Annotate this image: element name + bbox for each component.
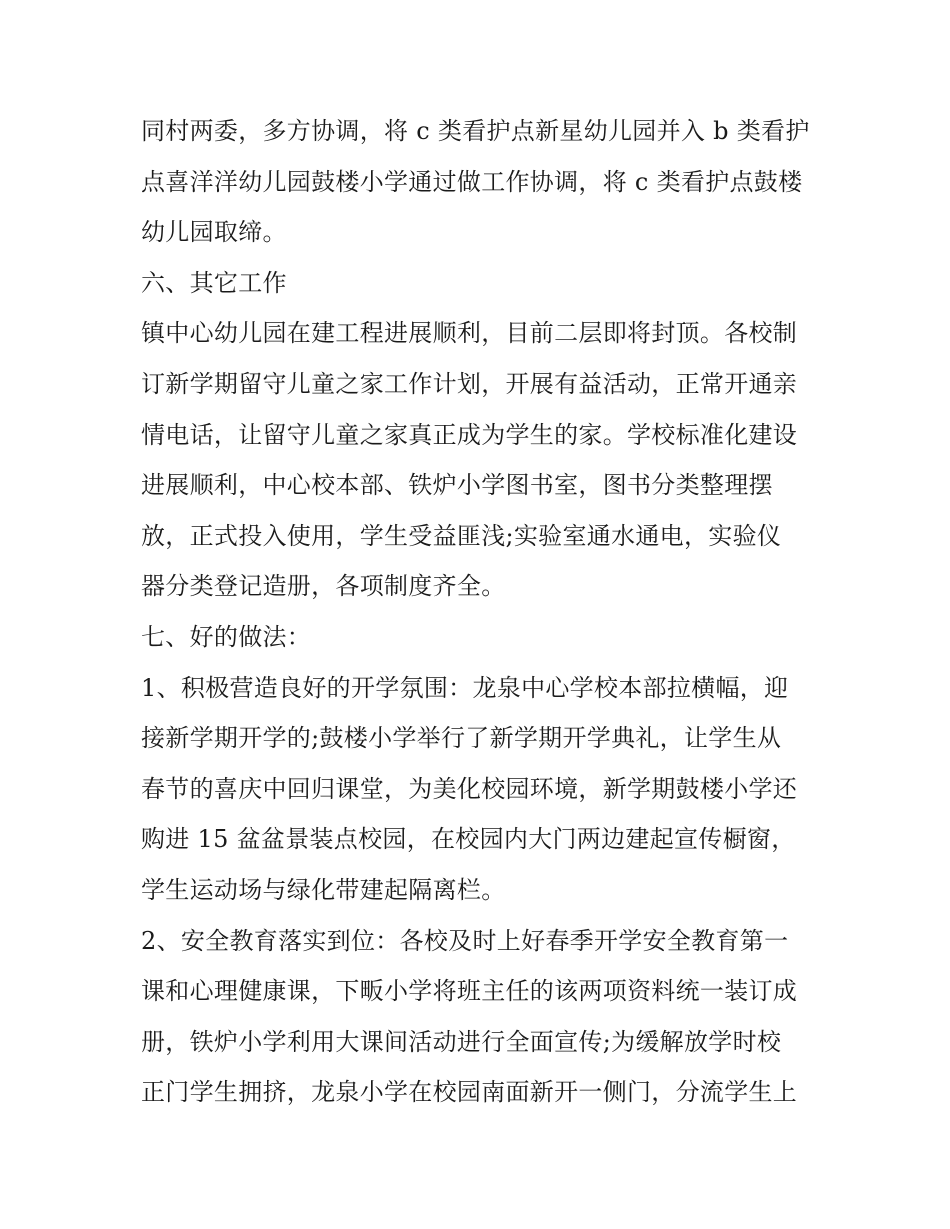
text-line: 课和心理健康课，下畈小学将班主任的该两项资料统一装订成: [141, 977, 798, 1006]
text-line: 同村两委，多方协调，将 c 类看护点新星幼儿园并入 b 类看护: [141, 117, 810, 145]
text-line: 正门学生拥挤，龙泉小学在校园南面新开一侧门，分流学生上: [141, 1078, 798, 1107]
section-heading: 七、好的做法：: [141, 622, 312, 651]
text-line: 放，正式投入使用，学生受益匪浅;实验室通水通电，实验仪: [141, 521, 782, 550]
text-line: 接新学期开学的;鼓楼小学举行了新学期开学典礼，让学生从: [141, 724, 782, 753]
text-line: 购进 15 盆盆景装点校园，在校园内大门两边建起宣传橱窗，: [141, 825, 796, 854]
text-line: 1、积极营造良好的开学氛围：龙泉中心学校本部拉横幅，迎: [141, 673, 789, 702]
section-heading: 六、其它工作: [141, 268, 287, 297]
text-line: 春节的喜庆中回归课堂，为美化校园环境，新学期鼓楼小学还: [141, 774, 798, 803]
text-line: 2、安全教育落实到位：各校及时上好春季开学安全教育第一: [141, 926, 789, 955]
text-line: 情电话，让留守儿童之家真正成为学生的家。学校标准化建设: [141, 420, 798, 449]
text-line: 镇中心幼儿园在建工程进展顺利，目前二层即将封顶。各校制: [141, 319, 798, 348]
text-line: 幼儿园取缔。: [141, 218, 287, 247]
text-line: 点喜洋洋幼儿园鼓楼小学通过做工作协调，将 c 类看护点鼓楼: [141, 167, 803, 196]
text-line: 进展顺利，中心校本部、铁炉小学图书室，图书分类整理摆: [141, 471, 773, 500]
text-line: 器分类登记造册，各项制度齐全。: [141, 572, 506, 601]
text-line: 册，铁炉小学利用大课间活动进行全面宣传;为缓解放学时校: [141, 1027, 782, 1056]
text-line: 学生运动场与绿化带建起隔离栏。: [141, 875, 506, 904]
text-line: 订新学期留守儿童之家工作计划，开展有益活动，正常开通亲: [141, 369, 798, 398]
document-body: [141, 106, 821, 1118]
